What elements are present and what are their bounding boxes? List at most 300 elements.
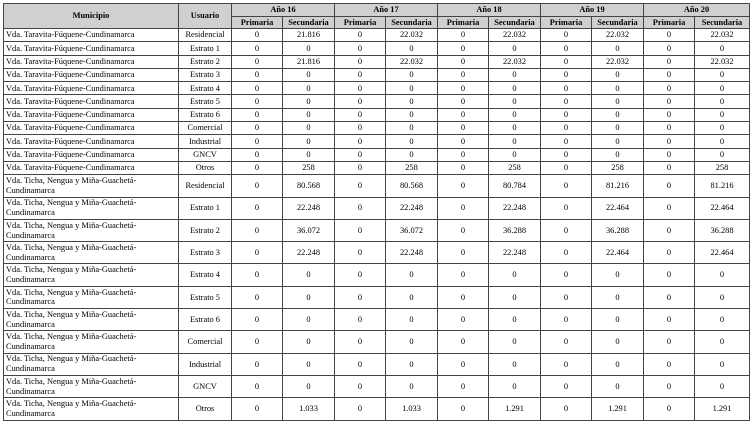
cell-secundaria: 0 xyxy=(489,286,541,308)
cell-secundaria: 0 xyxy=(283,375,335,397)
cell-primaria: 0 xyxy=(335,42,386,55)
cell-primaria: 0 xyxy=(541,122,592,135)
cell-municipio: Vda. Ticha, Nengua y Miña-Guachetá-Cundinamarca xyxy=(4,398,179,420)
cell-secundaria: 0 xyxy=(386,82,438,95)
cell-primaria: 0 xyxy=(541,398,592,420)
cell-secundaria: 0 xyxy=(283,95,335,108)
cell-secundaria: 0 xyxy=(695,82,750,95)
table-row xyxy=(4,175,750,197)
cell-usuario: Estrato 3 xyxy=(179,68,232,81)
cell-primaria: 0 xyxy=(644,161,695,174)
cell-usuario: Estrato 5 xyxy=(179,95,232,108)
header-year: Año 19 xyxy=(541,4,644,17)
cell-usuario: Estrato 1 xyxy=(179,197,232,219)
cell-secundaria: 36.072 xyxy=(386,219,438,241)
cell-primaria: 0 xyxy=(232,309,283,331)
cell-secundaria: 22.032 xyxy=(695,55,750,68)
cell-secundaria: 0 xyxy=(283,286,335,308)
cell-secundaria: 36.288 xyxy=(695,219,750,241)
header-municipio: Municipio xyxy=(4,4,179,29)
cell-secundaria: 0 xyxy=(386,375,438,397)
cell-primaria: 0 xyxy=(438,108,489,121)
cell-primaria: 0 xyxy=(438,264,489,286)
table-row xyxy=(4,398,750,420)
cell-secundaria: 0 xyxy=(283,68,335,81)
header-primaria: Primaria xyxy=(644,17,695,29)
cell-primaria: 0 xyxy=(644,42,695,55)
header-primaria: Primaria xyxy=(541,17,592,29)
cell-secundaria: 0 xyxy=(283,135,335,148)
table-row xyxy=(4,42,750,55)
cell-secundaria: 22.464 xyxy=(695,242,750,264)
cell-primaria: 0 xyxy=(644,264,695,286)
cell-primaria: 0 xyxy=(541,219,592,241)
cell-secundaria: 0 xyxy=(489,108,541,121)
cell-secundaria: 0 xyxy=(283,309,335,331)
cell-primaria: 0 xyxy=(232,82,283,95)
table-row xyxy=(4,122,750,135)
cell-primaria: 0 xyxy=(438,55,489,68)
cell-primaria: 0 xyxy=(232,55,283,68)
cell-primaria: 0 xyxy=(438,175,489,197)
cell-secundaria: 22.248 xyxy=(283,242,335,264)
cell-primaria: 0 xyxy=(541,29,592,42)
cell-secundaria: 0 xyxy=(386,148,438,161)
cell-secundaria: 22.032 xyxy=(386,55,438,68)
cell-primaria: 0 xyxy=(644,398,695,420)
cell-primaria: 0 xyxy=(335,219,386,241)
cell-primaria: 0 xyxy=(541,161,592,174)
cell-secundaria: 22.248 xyxy=(489,242,541,264)
cell-municipio: Vda. Ticha, Nengua y Miña-Guachetá-Cundinamarca xyxy=(4,353,179,375)
cell-municipio: Vda. Taravita-Fúquene-Cundinamarca xyxy=(4,135,179,148)
cell-primaria: 0 xyxy=(335,148,386,161)
cell-municipio: Vda. Ticha, Nengua y Miña-Guachetá-Cundinamarca xyxy=(4,197,179,219)
cell-secundaria: 22.464 xyxy=(592,197,644,219)
cell-primaria: 0 xyxy=(335,135,386,148)
cell-usuario: Estrato 6 xyxy=(179,309,232,331)
cell-secundaria: 0 xyxy=(489,264,541,286)
cell-secundaria: 22.248 xyxy=(489,197,541,219)
cell-municipio: Vda. Taravita-Fúquene-Cundinamarca xyxy=(4,55,179,68)
cell-secundaria: 22.032 xyxy=(489,55,541,68)
cell-primaria: 0 xyxy=(644,353,695,375)
cell-secundaria: 0 xyxy=(489,42,541,55)
cell-primaria: 0 xyxy=(438,161,489,174)
table-row xyxy=(4,82,750,95)
cell-secundaria: 0 xyxy=(386,68,438,81)
cell-primaria: 0 xyxy=(335,264,386,286)
cell-municipio: Vda. Taravita-Fúquene-Cundinamarca xyxy=(4,95,179,108)
cell-primaria: 0 xyxy=(232,197,283,219)
cell-primaria: 0 xyxy=(644,375,695,397)
header-secundaria: Secundaria xyxy=(695,17,750,29)
table-row xyxy=(4,264,750,286)
cell-secundaria: 0 xyxy=(386,309,438,331)
cell-primaria: 0 xyxy=(335,286,386,308)
cell-secundaria: 22.248 xyxy=(386,197,438,219)
cell-secundaria: 80.568 xyxy=(283,175,335,197)
cell-secundaria: 0 xyxy=(386,108,438,121)
cell-usuario: Estrato 6 xyxy=(179,108,232,121)
header-year: Año 18 xyxy=(438,4,541,17)
cell-municipio: Vda. Ticha, Nengua y Miña-Guachetá-Cundinamarca xyxy=(4,175,179,197)
table-row xyxy=(4,95,750,108)
cell-primaria: 0 xyxy=(232,122,283,135)
cell-primaria: 0 xyxy=(438,353,489,375)
cell-secundaria: 22.248 xyxy=(283,197,335,219)
header-year: Año 16 xyxy=(232,4,335,17)
cell-primaria: 0 xyxy=(644,29,695,42)
cell-secundaria: 0 xyxy=(386,42,438,55)
cell-secundaria: 258 xyxy=(386,161,438,174)
cell-primaria: 0 xyxy=(232,242,283,264)
cell-secundaria: 0 xyxy=(489,148,541,161)
cell-secundaria: 0 xyxy=(489,375,541,397)
cell-primaria: 0 xyxy=(335,197,386,219)
table-row xyxy=(4,68,750,81)
cell-secundaria: 22.464 xyxy=(592,242,644,264)
table-row xyxy=(4,197,750,219)
cell-secundaria: 258 xyxy=(695,161,750,174)
cell-secundaria: 0 xyxy=(592,309,644,331)
header-secundaria: Secundaria xyxy=(386,17,438,29)
cell-usuario: Estrato 2 xyxy=(179,55,232,68)
table-row xyxy=(4,309,750,331)
cell-municipio: Vda. Ticha, Nengua y Miña-Guachetá-Cundinamarca xyxy=(4,375,179,397)
cell-secundaria: 0 xyxy=(592,68,644,81)
cell-secundaria: 0 xyxy=(489,309,541,331)
table-row xyxy=(4,242,750,264)
cell-usuario: Industrial xyxy=(179,353,232,375)
cell-primaria: 0 xyxy=(541,175,592,197)
cell-secundaria: 0 xyxy=(489,353,541,375)
cell-usuario: Comercial xyxy=(179,122,232,135)
cell-secundaria: 0 xyxy=(283,42,335,55)
cell-primaria: 0 xyxy=(438,331,489,353)
cell-secundaria: 0 xyxy=(592,82,644,95)
cell-primaria: 0 xyxy=(438,286,489,308)
header-secundaria: Secundaria xyxy=(592,17,644,29)
cell-primaria: 0 xyxy=(644,331,695,353)
header-secundaria: Secundaria xyxy=(489,17,541,29)
cell-secundaria: 0 xyxy=(695,375,750,397)
cell-secundaria: 0 xyxy=(386,286,438,308)
table-row xyxy=(4,108,750,121)
cell-usuario: Comercial xyxy=(179,331,232,353)
cell-secundaria: 0 xyxy=(592,42,644,55)
cell-municipio: Vda. Taravita-Fúquene-Cundinamarca xyxy=(4,68,179,81)
cell-primaria: 0 xyxy=(335,353,386,375)
table-row xyxy=(4,135,750,148)
cell-secundaria: 0 xyxy=(283,82,335,95)
cell-usuario: GNCV xyxy=(179,375,232,397)
cell-primaria: 0 xyxy=(644,175,695,197)
cell-primaria: 0 xyxy=(644,242,695,264)
cell-secundaria: 36.288 xyxy=(592,219,644,241)
table-row xyxy=(4,331,750,353)
cell-secundaria: 81.216 xyxy=(592,175,644,197)
cell-secundaria: 22.032 xyxy=(592,55,644,68)
table-row xyxy=(4,219,750,241)
cell-secundaria: 1.291 xyxy=(695,398,750,420)
cell-primaria: 0 xyxy=(541,242,592,264)
cell-primaria: 0 xyxy=(541,108,592,121)
cell-usuario: GNCV xyxy=(179,148,232,161)
cell-primaria: 0 xyxy=(541,42,592,55)
cell-primaria: 0 xyxy=(541,264,592,286)
cell-primaria: 0 xyxy=(541,353,592,375)
cell-primaria: 0 xyxy=(541,375,592,397)
cell-secundaria: 258 xyxy=(489,161,541,174)
cell-municipio: Vda. Ticha, Nengua y Miña-Guachetá-Cundinamarca xyxy=(4,242,179,264)
cell-secundaria: 0 xyxy=(489,95,541,108)
cell-primaria: 0 xyxy=(232,219,283,241)
cell-municipio: Vda. Taravita-Fúquene-Cundinamarca xyxy=(4,108,179,121)
cell-primaria: 0 xyxy=(335,161,386,174)
cell-primaria: 0 xyxy=(438,82,489,95)
cell-usuario: Estrato 4 xyxy=(179,82,232,95)
cell-usuario: Otros xyxy=(179,161,232,174)
cell-primaria: 0 xyxy=(232,175,283,197)
table-container xyxy=(3,3,750,421)
cell-usuario: Otros xyxy=(179,398,232,420)
cell-secundaria: 22.464 xyxy=(695,197,750,219)
cell-primaria: 0 xyxy=(335,175,386,197)
table-row xyxy=(4,55,750,68)
table-row xyxy=(4,353,750,375)
cell-secundaria: 0 xyxy=(592,353,644,375)
cell-primaria: 0 xyxy=(335,68,386,81)
cell-secundaria: 0 xyxy=(592,148,644,161)
cell-municipio: Vda. Ticha, Nengua y Miña-Guachetá-Cundinamarca xyxy=(4,264,179,286)
cell-secundaria: 0 xyxy=(695,264,750,286)
cell-secundaria: 0 xyxy=(695,122,750,135)
header-secundaria: Secundaria xyxy=(283,17,335,29)
cell-primaria: 0 xyxy=(644,135,695,148)
cell-primaria: 0 xyxy=(438,148,489,161)
cell-secundaria: 0 xyxy=(489,68,541,81)
cell-secundaria: 0 xyxy=(695,309,750,331)
cell-primaria: 0 xyxy=(232,286,283,308)
cell-secundaria: 80.784 xyxy=(489,175,541,197)
cell-primaria: 0 xyxy=(438,219,489,241)
cell-municipio: Vda. Taravita-Fúquene-Cundinamarca xyxy=(4,42,179,55)
cell-municipio: Vda. Taravita-Fúquene-Cundinamarca xyxy=(4,161,179,174)
cell-primaria: 0 xyxy=(644,309,695,331)
table-body xyxy=(4,29,750,421)
cell-secundaria: 0 xyxy=(695,286,750,308)
cell-primaria: 0 xyxy=(335,108,386,121)
cell-secundaria: 0 xyxy=(695,135,750,148)
table-row xyxy=(4,29,750,42)
cell-primaria: 0 xyxy=(232,353,283,375)
cell-municipio: Vda. Taravita-Fúquene-Cundinamarca xyxy=(4,122,179,135)
cell-municipio: Vda. Ticha, Nengua y Miña-Guachetá-Cundinamarca xyxy=(4,331,179,353)
cell-secundaria: 0 xyxy=(489,135,541,148)
cell-primaria: 0 xyxy=(438,309,489,331)
cell-primaria: 0 xyxy=(644,219,695,241)
header-usuario: Usuario xyxy=(179,4,232,29)
cell-secundaria: 0 xyxy=(489,82,541,95)
cell-usuario: Estrato 1 xyxy=(179,42,232,55)
cell-secundaria: 0 xyxy=(592,108,644,121)
cell-primaria: 0 xyxy=(232,29,283,42)
cell-secundaria: 0 xyxy=(283,148,335,161)
cell-primaria: 0 xyxy=(335,309,386,331)
cell-primaria: 0 xyxy=(232,95,283,108)
cell-primaria: 0 xyxy=(541,68,592,81)
cell-secundaria: 0 xyxy=(283,331,335,353)
cell-primaria: 0 xyxy=(232,148,283,161)
cell-secundaria: 0 xyxy=(695,108,750,121)
table-row xyxy=(4,148,750,161)
cell-secundaria: 22.032 xyxy=(592,29,644,42)
table-row xyxy=(4,161,750,174)
cell-secundaria: 0 xyxy=(386,135,438,148)
cell-primaria: 0 xyxy=(335,331,386,353)
header-primaria: Primaria xyxy=(335,17,386,29)
cell-primaria: 0 xyxy=(335,122,386,135)
cell-primaria: 0 xyxy=(644,122,695,135)
cell-primaria: 0 xyxy=(541,331,592,353)
cell-secundaria: 0 xyxy=(283,353,335,375)
cell-secundaria: 36.072 xyxy=(283,219,335,241)
cell-primaria: 0 xyxy=(438,135,489,148)
cell-secundaria: 22.032 xyxy=(695,29,750,42)
cell-secundaria: 1.033 xyxy=(283,398,335,420)
cell-primaria: 0 xyxy=(232,264,283,286)
cell-primaria: 0 xyxy=(232,375,283,397)
cell-primaria: 0 xyxy=(644,82,695,95)
cell-usuario: Estrato 4 xyxy=(179,264,232,286)
cell-secundaria: 0 xyxy=(592,286,644,308)
cell-municipio: Vda. Taravita-Fúquene-Cundinamarca xyxy=(4,82,179,95)
cell-secundaria: 0 xyxy=(592,95,644,108)
header-year: Año 20 xyxy=(644,4,750,17)
cell-primaria: 0 xyxy=(438,29,489,42)
cell-primaria: 0 xyxy=(541,82,592,95)
cell-usuario: Estrato 3 xyxy=(179,242,232,264)
cell-municipio: Vda. Ticha, Nengua y Miña-Guachetá-Cundinamarca xyxy=(4,309,179,331)
cell-secundaria: 0 xyxy=(283,122,335,135)
cell-secundaria: 0 xyxy=(386,264,438,286)
cell-primaria: 0 xyxy=(541,309,592,331)
cell-secundaria: 0 xyxy=(592,122,644,135)
cell-primaria: 0 xyxy=(232,68,283,81)
cell-secundaria: 0 xyxy=(283,108,335,121)
cell-secundaria: 22.032 xyxy=(489,29,541,42)
cell-secundaria: 0 xyxy=(386,331,438,353)
cell-secundaria: 0 xyxy=(592,135,644,148)
cell-primaria: 0 xyxy=(438,42,489,55)
cell-municipio: Vda. Taravita-Fúquene-Cundinamarca xyxy=(4,29,179,42)
cell-primaria: 0 xyxy=(335,29,386,42)
cell-primaria: 0 xyxy=(335,82,386,95)
cell-primaria: 0 xyxy=(644,68,695,81)
cell-secundaria: 1.033 xyxy=(386,398,438,420)
cell-primaria: 0 xyxy=(541,95,592,108)
cell-secundaria: 1.291 xyxy=(489,398,541,420)
cell-secundaria: 21.816 xyxy=(283,29,335,42)
cell-secundaria: 0 xyxy=(695,95,750,108)
table-row xyxy=(4,286,750,308)
cell-secundaria: 81.216 xyxy=(695,175,750,197)
cell-secundaria: 0 xyxy=(489,122,541,135)
cell-secundaria: 0 xyxy=(489,331,541,353)
cell-primaria: 0 xyxy=(438,197,489,219)
table-row xyxy=(4,375,750,397)
cell-usuario: Estrato 2 xyxy=(179,219,232,241)
cell-primaria: 0 xyxy=(644,108,695,121)
cell-municipio: Vda. Ticha, Nengua y Miña-Guachetá-Cundinamarca xyxy=(4,286,179,308)
cell-usuario: Industrial xyxy=(179,135,232,148)
table-header xyxy=(4,4,750,29)
cell-primaria: 0 xyxy=(541,286,592,308)
cell-primaria: 0 xyxy=(335,398,386,420)
cell-usuario: Residencial xyxy=(179,175,232,197)
cell-primaria: 0 xyxy=(438,68,489,81)
cell-secundaria: 0 xyxy=(695,42,750,55)
cell-primaria: 0 xyxy=(232,331,283,353)
header-year: Año 17 xyxy=(335,4,438,17)
cell-primaria: 0 xyxy=(438,398,489,420)
cell-primaria: 0 xyxy=(644,286,695,308)
cell-secundaria: 0 xyxy=(592,264,644,286)
cell-secundaria: 0 xyxy=(695,331,750,353)
cell-primaria: 0 xyxy=(644,197,695,219)
cell-primaria: 0 xyxy=(232,42,283,55)
cell-primaria: 0 xyxy=(541,197,592,219)
cell-municipio: Vda. Ticha, Nengua y Miña-Guachetá-Cundinamarca xyxy=(4,219,179,241)
cell-secundaria: 22.032 xyxy=(386,29,438,42)
cell-secundaria: 0 xyxy=(283,264,335,286)
cell-primaria: 0 xyxy=(232,398,283,420)
cell-primaria: 0 xyxy=(232,161,283,174)
cell-usuario: Estrato 5 xyxy=(179,286,232,308)
cell-secundaria: 21.816 xyxy=(283,55,335,68)
cell-secundaria: 80.568 xyxy=(386,175,438,197)
cell-secundaria: 0 xyxy=(386,122,438,135)
cell-primaria: 0 xyxy=(335,95,386,108)
demand-table xyxy=(3,3,750,421)
cell-secundaria: 0 xyxy=(386,95,438,108)
cell-secundaria: 36.288 xyxy=(489,219,541,241)
cell-secundaria: 0 xyxy=(695,353,750,375)
cell-primaria: 0 xyxy=(541,135,592,148)
cell-primaria: 0 xyxy=(438,122,489,135)
cell-primaria: 0 xyxy=(335,55,386,68)
cell-primaria: 0 xyxy=(541,55,592,68)
cell-secundaria: 0 xyxy=(592,375,644,397)
cell-primaria: 0 xyxy=(541,148,592,161)
cell-primaria: 0 xyxy=(232,108,283,121)
cell-primaria: 0 xyxy=(438,242,489,264)
cell-usuario: Residencial xyxy=(179,29,232,42)
cell-primaria: 0 xyxy=(335,242,386,264)
cell-primaria: 0 xyxy=(335,375,386,397)
cell-primaria: 0 xyxy=(438,375,489,397)
cell-secundaria: 0 xyxy=(386,353,438,375)
cell-secundaria: 0 xyxy=(695,148,750,161)
cell-primaria: 0 xyxy=(438,95,489,108)
cell-secundaria: 258 xyxy=(283,161,335,174)
header-primaria: Primaria xyxy=(438,17,489,29)
header-primaria: Primaria xyxy=(232,17,283,29)
cell-primaria: 0 xyxy=(644,148,695,161)
cell-secundaria: 22.248 xyxy=(386,242,438,264)
cell-secundaria: 258 xyxy=(592,161,644,174)
